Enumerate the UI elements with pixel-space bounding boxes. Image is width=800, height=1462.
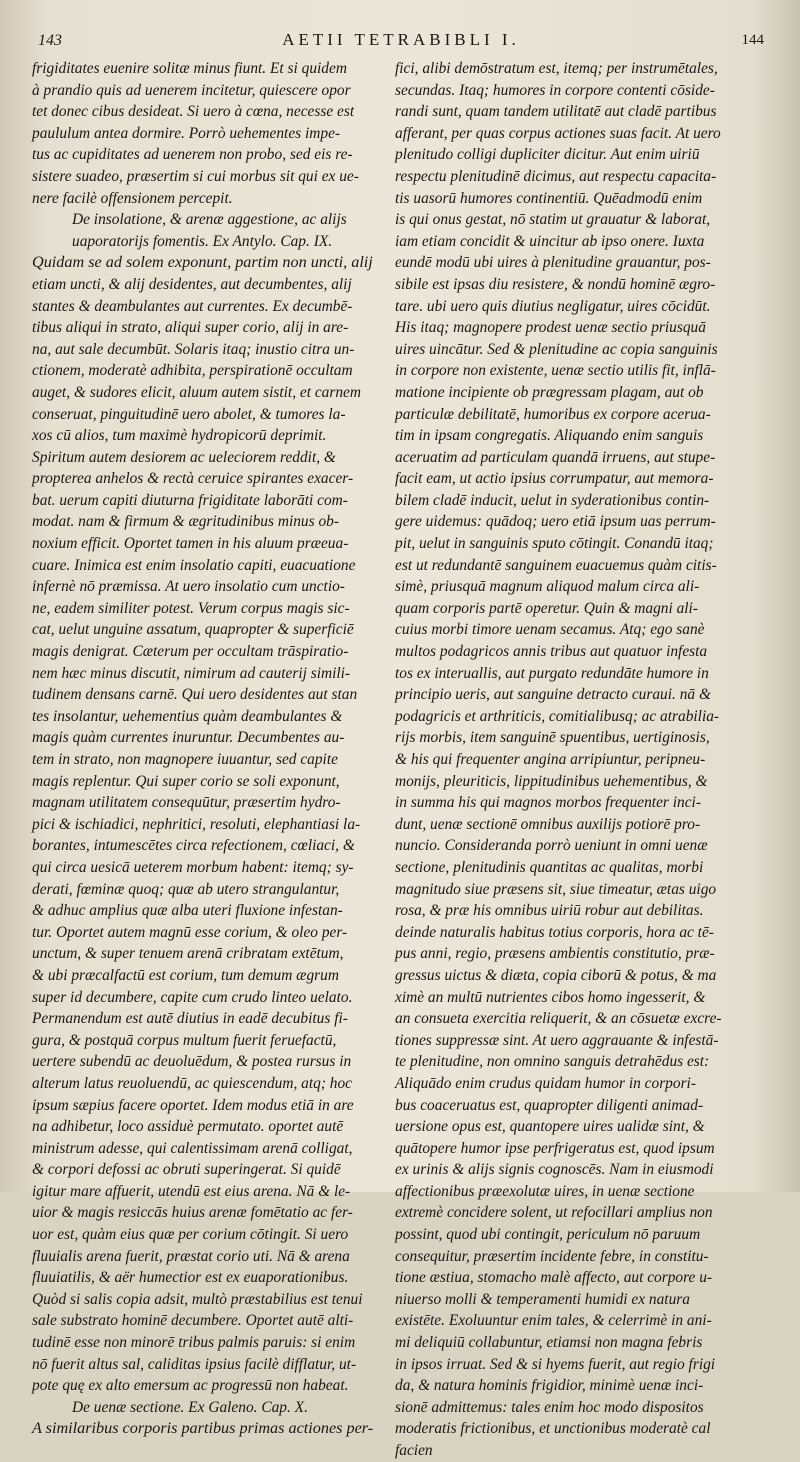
text-line: randi sunt, quam tandem utilitatē aut cladē partibus xyxy=(395,103,717,121)
text-line: bilem cladē inducit, uelut in syderationibus contin- xyxy=(395,491,710,509)
text-line: tes insolantur, uehementius quàm deambulantes & xyxy=(32,707,343,725)
text-line: igitur mare affuerit, utendū est eius arena. Nā & le- xyxy=(32,1182,351,1200)
text-line: tibus aliqui in strato, aliqui super corio, alij in are- xyxy=(32,319,349,337)
text-line: ctionem, moderatè adhibita, perspirationē occultam xyxy=(32,362,353,380)
text-line: pus anni, regio, præsens ambientis constitutio, præ- xyxy=(395,945,715,963)
text-line: & corpori defossi ac obruti superingerat. Si quidē xyxy=(32,1161,341,1179)
text-line: sectione, plenitudinis quantitas ac qualitas, morbi xyxy=(395,858,704,876)
text-line: consequitur, præsertim incidente febre, in constitu- xyxy=(395,1247,709,1265)
text-line: Spiritum autem desiorem ac ueleciorem reddit, & xyxy=(32,448,336,466)
text-line: dunt, uenæ sectionē omnibus auxilijs potiorē pro- xyxy=(395,815,701,833)
text-line: uersione opus est, quantopere uires ualidæ sint, & xyxy=(395,1118,705,1136)
text-line: & his qui frequenter angina arripiuntur, peripneu- xyxy=(395,751,706,768)
text-line: pici & ischiadici, nephritici, resoluti, elephantiasi la- xyxy=(32,815,361,833)
text-line: est ut redundantē sanguinem euacuemus quàm citis- xyxy=(395,556,717,574)
text-line: tione æstiua, stomacho malè affecto, aut corpore u- xyxy=(395,1269,713,1287)
text-line: bus coaceruatus est, quapropter diligenti animad- xyxy=(395,1096,704,1114)
text-line: eundē modū ubi uires à plenitudine grauantur, pos- xyxy=(395,254,711,272)
text-line: gura, & postquā corpus multum fuerit feruefactū, xyxy=(32,1031,337,1049)
text-line: borantes, intumescētes circa refectionem, cœliaci, & xyxy=(32,837,355,855)
text-line: bat. uerum capiti diuturna frigiditate laborāti com- xyxy=(32,491,348,509)
text-line: Permanendum est autē diutius in eadē decubitus fi- xyxy=(32,1010,348,1028)
page-header xyxy=(38,30,764,56)
text-line: tudinē esse non minorē tribus palmis paruis: si enim xyxy=(32,1334,356,1352)
text-line: fluuiatilis, & aër humectior est ex euaporationibus. xyxy=(32,1269,349,1287)
text-line: tudinem densans carnē. Qui uero desidentes aut stan xyxy=(32,686,358,704)
text-line: ex urinis & alijs signis cognoscēs. Nam in eiusmodi xyxy=(395,1161,714,1179)
text-line: alterum latus reuoluendū, ac quiescendum, atq; hoc xyxy=(32,1074,353,1092)
text-line: tem in strato, non magnopere iuuantur, sed capite xyxy=(32,751,338,768)
text-line: ipsum sæpius facere oportet. Idem modus etiā in are xyxy=(32,1096,354,1114)
text-line: affectionibus præexolutæ uires, in uenæ sectione xyxy=(395,1182,695,1200)
text-line: tet donec cibus desideat. Si uero à cœna, necesse est xyxy=(32,103,355,121)
text-line: De insolatione, & arenæ aggestione, ac alijs xyxy=(72,211,347,229)
text-line: sibile est ipsas diu resistere, & nondū hominē ægro- xyxy=(395,275,716,293)
text-line: particulæ debilitatē, humoribus ex corpore acerua- xyxy=(395,405,711,423)
text-line: fluuialis arena fuerit, præstat corio uti. Nā & arena xyxy=(32,1247,350,1265)
text-line: à prandio quis ad uenerem incitetur, quiescere opor xyxy=(32,81,351,99)
page-number-left: 143 xyxy=(38,32,62,49)
text-line: aceruatim ad particulam quandā irruens, aut stupe- xyxy=(395,448,716,466)
text-line: podagricis et arthriticis, comitialibusq; ac atrabilia- xyxy=(395,707,720,725)
text-line: tos ex interuallis, aut purgato redundāte humore in xyxy=(395,664,709,682)
text-line: propterea anhelos & rectà ceruice spirantes exacer- xyxy=(32,470,354,488)
text-line: etiam uncti, & alij desidentes, aut decumbentes, alij xyxy=(32,275,352,293)
text-line: respectu plenitudinē dicimus, aut respectu capacita- xyxy=(395,167,717,185)
text-line: rijs morbis, item sanguinē spuentibus, uertiginosis, xyxy=(395,729,710,747)
text-line: sionē admittemus: tales enim hoc modo dispositos xyxy=(395,1398,704,1416)
text-line: De uenæ sectione. Ex Galeno. Cap. X. xyxy=(72,1398,308,1416)
text-line: multos podagricos annis tribus aut quatuor infesta xyxy=(395,643,708,661)
text-line: ministrum adesse, qui calentissimam arenā colligat, xyxy=(32,1139,353,1157)
text-line: niuerso molli & temperamenti humidi ex natura xyxy=(395,1290,690,1308)
text-line: matione incipiente ob prægressam plagam, aut ob xyxy=(395,383,704,401)
text-line: mi deliquiū collabuntur, etiamsi non magna febris xyxy=(395,1334,703,1352)
text-line: deinde naturalis habitus totius corporis, hora ac tē- xyxy=(395,923,714,941)
text-line: uaporatorijs fomentis. Ex Antylo. Cap. IX. xyxy=(72,232,333,250)
text-line: magis replentur. Qui super corio se soli exponunt, xyxy=(32,772,340,790)
text-line: cuare. Inimica est enim insolatio capiti, euacuatione xyxy=(32,556,356,574)
text-line: Aliquādo enim crudus quidam humor in corpori- xyxy=(395,1074,696,1092)
text-line: in corpore non existente, uenæ sectio utilis fit, inflā- xyxy=(395,362,716,380)
text-line: sale substrato hominē decumbere. Oportet autē alti- xyxy=(32,1312,354,1330)
text-line: fici, alibi demōstratum est, itemq; per instrumētales, xyxy=(395,60,718,77)
text-line: quātopere humor ipse perfrigeratus est, quod ipsum xyxy=(395,1139,715,1157)
text-line: rosa, & præ his omnibus uiriū robur aut debilitas. xyxy=(395,902,704,920)
text-line: facit eam, ut actio ipsius corrumpatur, aut memora- xyxy=(395,470,714,488)
text-line: da, & natura hominis frigidior, minimè uenæ inci- xyxy=(395,1377,704,1395)
text-line: tur. Oportet autem magnū esse corium, & oleo per- xyxy=(32,923,348,941)
text-line: principio ueris, aut sanguine detracto curaui. nā & xyxy=(395,686,711,704)
text-line: A similaribus corporis partibus primas actiones per- xyxy=(32,1419,374,1438)
text-line: xos cū alios, tum maximè hydropicorū deprimit. xyxy=(32,427,327,445)
text-line: magis denigrat. Cæterum per occultam trāspiratio- xyxy=(32,643,349,661)
text-line: monijs, pleuriticis, lippitudinibus uehementibus, & xyxy=(395,772,708,790)
text-line: cuius morbi timore uenam secamus. Atq; ego sanè xyxy=(395,621,705,639)
text-line: in ipsos irruat. Sed & si hyems fuerit, aut regio frigi xyxy=(395,1355,716,1373)
text-line: cat, uelut unguine assatum, quapropter & superficiē xyxy=(32,621,354,639)
text-line: modat. nam & firmum & ægritudinibus minus ob- xyxy=(32,513,339,531)
text-line: tim in ipsam congregatis. Aliquando enim sanguis xyxy=(395,427,704,445)
text-line: magis quàm currentes inuruntur. Decumbentes au- xyxy=(32,729,345,747)
text-line: Quidam se ad solem exponunt, partim non uncti, alij xyxy=(32,253,373,272)
text-line: sistere suadeo, præsertim si cui morbus sit qui ex ue- xyxy=(32,167,359,185)
text-line: conseruat, pinguitudinē uero abolet, & tumores la- xyxy=(32,405,346,423)
text-line: na, aut sale decumbūt. Solaris itaq; inustio citra un- xyxy=(32,340,355,358)
text-line: an consueta exercitia reliquerit, & an cōsuetæ excre- xyxy=(395,1010,722,1028)
running-title: AETII TETRABIBLI I. xyxy=(282,30,520,49)
text-line: te plenitudine, non omnino sanguis detrahēdus est: xyxy=(395,1053,710,1071)
text-line: plenitudo colligi dupliciter dicitur. Aut enim uiriū xyxy=(395,146,700,164)
text-line: gressus uictus & diæta, copia ciborū & potus, & ma xyxy=(395,966,717,984)
text-line: infernè nō præmissa. At uero insolatio cum unctio- xyxy=(32,578,345,596)
text-line: tiones suppressæ sint. At uero aggrauante & infestā- xyxy=(395,1031,719,1049)
text-line: existēte. Exoluuntur enim tales, & celerrimè in ani- xyxy=(395,1312,712,1330)
text-line: secundas. Itaq; humores in corpore contenti cōside- xyxy=(395,81,715,99)
text-line: & adhuc amplius quæ alba uteri fluxione infestan- xyxy=(32,902,343,920)
text-line: uertere subendū ac deuoluēdum, & postea rursus in xyxy=(32,1053,352,1071)
text-line: nō fuerit altus sal, caliditas ipsius facilè difflatur, ut- xyxy=(32,1355,357,1373)
right-text-column xyxy=(395,58,773,1462)
text-line: nuncio. Consideranda porrò ueniunt in omni uenæ xyxy=(395,837,708,855)
text-line: facien xyxy=(395,1442,433,1459)
text-line: tus ac cupiditates ad uenerem non probo, sed eis re- xyxy=(32,146,353,164)
text-line: derati, fœminæ quoq; quæ ab utero strangulantur, xyxy=(32,880,340,898)
text-line: ne, eadem similiter potest. Verum corpus magis sic- xyxy=(32,599,350,617)
text-line: uior & magis resiccās huius arenæ fomētatio ac fer- xyxy=(32,1204,353,1222)
text-line: magnam utilitatem consequūtur, præsertim hydro- xyxy=(32,794,341,812)
text-line: Quòd si salis copia adsit, multò præstabilius est tenui xyxy=(32,1290,363,1308)
text-line: qui circa uesicā ueterem morbum habent: itemq; sy- xyxy=(32,858,354,876)
text-line: na adhibetur, loco assiduè permutato. oportet autē xyxy=(32,1118,344,1136)
text-line: gere uidemus: quādoq; uero etiā ipsum uas perrum- xyxy=(395,513,716,531)
text-line: pit, uelut in sanguinis sputo cōtingit. Conandū itaq; xyxy=(395,535,714,553)
text-line: in summa his qui magnos morbos frequenter inci- xyxy=(395,794,701,812)
text-line: nere facilè offensionem percepit. xyxy=(32,189,233,207)
text-line: tis uasorū humores continentiū. Quēadmodū enim xyxy=(395,189,703,207)
text-line: super id decumbere, capite cum crudo linteo uelato. xyxy=(32,988,353,1006)
text-line: frigiditates euenire solitæ minus fiunt. Et si quidem xyxy=(32,60,347,77)
text-line: afferant, per quas corpus actiones suas facit. At uero xyxy=(395,124,721,142)
text-line: possint, quod ubi contingit, periculum nō paruum xyxy=(395,1226,701,1244)
text-line: auget, & sudores elicit, aluum autem sistit, et carnem xyxy=(32,383,362,401)
text-line: & ubi præcalfactū est corium, tum demum ægrum xyxy=(32,966,339,984)
page-number-right: 144 xyxy=(741,32,764,48)
left-text-column xyxy=(32,58,382,1440)
text-line: unctum, & super tenuem arenā cribratam extētum, xyxy=(32,945,344,963)
text-line: noxium efficit. Oportet tamen in his aluum præeua- xyxy=(32,535,349,553)
text-line: magnitudo siue præsens sit, siue timeatur, ætas uigo xyxy=(395,880,717,898)
text-line: uires uincātur. Sed & plenitudine ac copia sanguinis xyxy=(395,340,718,358)
text-line: iam etiam concidit & uincitur ab ipso onere. Iuxta xyxy=(395,232,705,250)
text-line: stantes & deambulantes aut currentes. Ex decumbē- xyxy=(32,297,353,315)
text-line: extremè concidere solent, ut refocillari amplius non xyxy=(395,1204,713,1222)
text-line: pote quę ex alto emersum ac progressū non habeat. xyxy=(32,1377,349,1395)
text-line: His itaq; magnopere prodest uenæ sectio priusquā xyxy=(395,319,706,337)
text-line: paululum antea dormire. Porrò uehementes impe- xyxy=(32,124,341,142)
text-line: is qui onus gestat, nō statim ut grauatur & laborat, xyxy=(395,211,711,229)
text-line: tare. ubi uero quis diutius negligatur, uires cōcidūt. xyxy=(395,297,711,315)
text-line: moderatis frictionibus, et unctionibus moderatè cal xyxy=(395,1420,711,1438)
text-line: simè, priusquā magnum aliquod malum circa ali- xyxy=(395,578,700,596)
text-line: quam corporis partē operetur. Quin & magni ali- xyxy=(395,599,698,617)
text-line: nem hæc minus discutit, nimirum ad cauterij simili- xyxy=(32,664,351,682)
text-line: ximè an multū nutrientes cibos homo ingesserit, & xyxy=(395,988,706,1006)
text-line: uor est, quàm eius quæ per corium cōtingit. Si uero xyxy=(32,1226,349,1244)
